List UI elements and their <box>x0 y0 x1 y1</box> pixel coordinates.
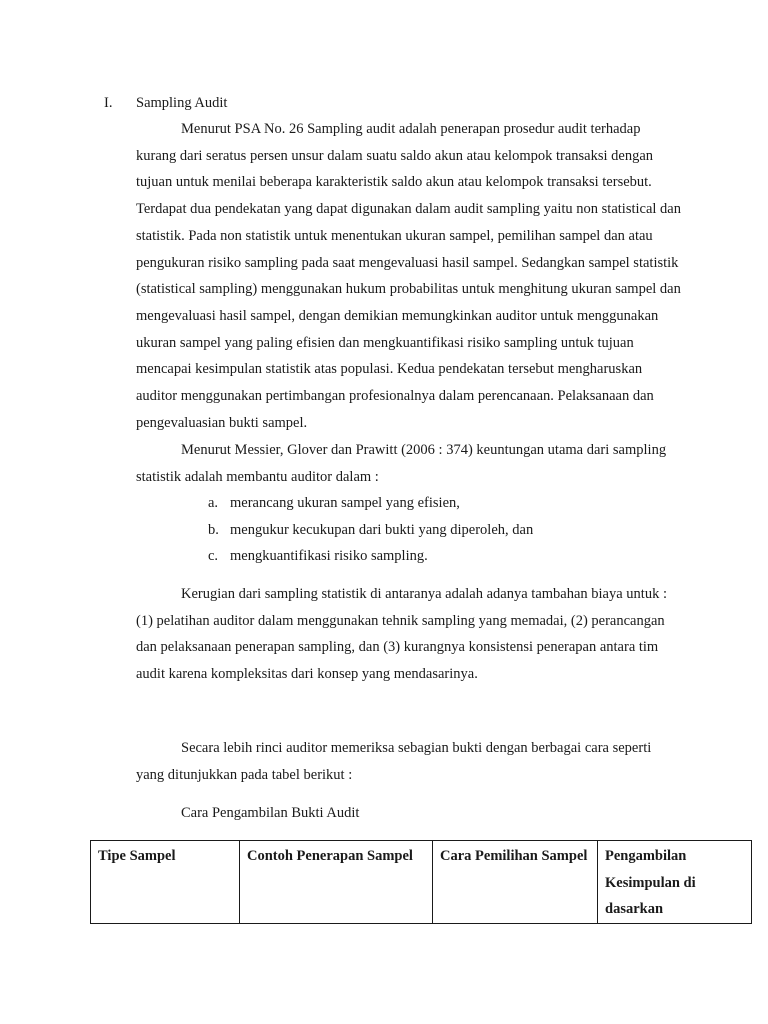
audit-evidence-table <box>90 840 752 924</box>
list-item-text: mengukur kecukupan dari bukti yang diperoleh, dan <box>230 521 534 538</box>
list-item <box>208 490 533 517</box>
table-header-cell: Contoh Penerapan Sampel <box>240 841 433 924</box>
table-header-row <box>91 841 752 924</box>
table-header-cell: Pengambilan Kesimpulan di dasarkan <box>598 841 752 924</box>
list-marker: a. <box>208 495 219 511</box>
table-header-cell: Cara Pemilihan Sampel <box>433 841 598 924</box>
table-header-cell: Tipe Sampel <box>91 841 240 924</box>
list-item <box>208 517 533 544</box>
list-item <box>208 543 533 570</box>
section-title: Sampling Audit <box>136 95 228 111</box>
paragraph-psa-definition: Menurut PSA No. 26 Sampling audit adalah penerapan prosedur audit terhadap kurang dari seratus persen unsur dalam suatu saldo akun atau kelompok transaksi dengan tujuan untuk menilai beberapa karakteristik saldo akun atau kelompok transaksi tersebut. Terdapat dua pendekatan yang dapat digunakan dalam audit sampling yaitu non statistical dan statistik. Pada non statistik untuk menentukan ukuran sampel, pemilihan sampel dan atau pengukuran risiko sampling pada saat mengevaluasi hasil sampel. Sedangkan sampel statistik (statistical sampling) menggunakan hukum probabilitas untuk menghitung ukuran sampel dan mengevaluasi hasil sampel, dengan demikian memungkinkan auditor untuk menggunakan ukuran sampel yang paling efisien dan mengkuantifikasi risiko sampling untuk tujuan mencapai kesimpulan statistik atas populasi. Kedua pendekatan tersebut mengharuskan auditor menggunakan pertimbangan profesionalnya dalam perencanaan. Pelaksanaan dan pengevaluasian bukti sampel. <box>136 121 681 431</box>
table-caption: Cara Pengambilan Bukti Audit <box>181 805 360 821</box>
advantages-list <box>208 490 533 570</box>
paragraph-advantages-intro: Menurut Messier, Glover dan Prawitt (2006 : 374) keuntungan utama dari sampling statistik adalah membantu auditor dalam : <box>136 442 667 485</box>
list-item-text: merancang ukuran sampel yang efisien, <box>230 495 460 511</box>
section-number: I. <box>104 95 113 111</box>
list-marker: b. <box>208 521 219 538</box>
list-marker: c. <box>208 548 219 565</box>
list-item-text: mengkuantifikasi risiko sampling. <box>230 548 428 565</box>
paragraph-disadvantages: Kerugian dari sampling statistik di antaranya adalah adanya tambahan biaya untuk : (1) pelatihan auditor dalam menggunakan tehnik sampling yang memadai, (2) perancangan dan pelaksanaan penerapan sampling, dan (3) kurangnya konsistensi penerapan antara tim audit karena kompleksitas dari konsep yang mendasarinya. <box>136 586 667 683</box>
paragraph-table-intro: Secara lebih rinci auditor memeriksa sebagian bukti dengan berbagai cara seperti yang ditunjukkan pada tabel berikut : <box>136 740 652 783</box>
